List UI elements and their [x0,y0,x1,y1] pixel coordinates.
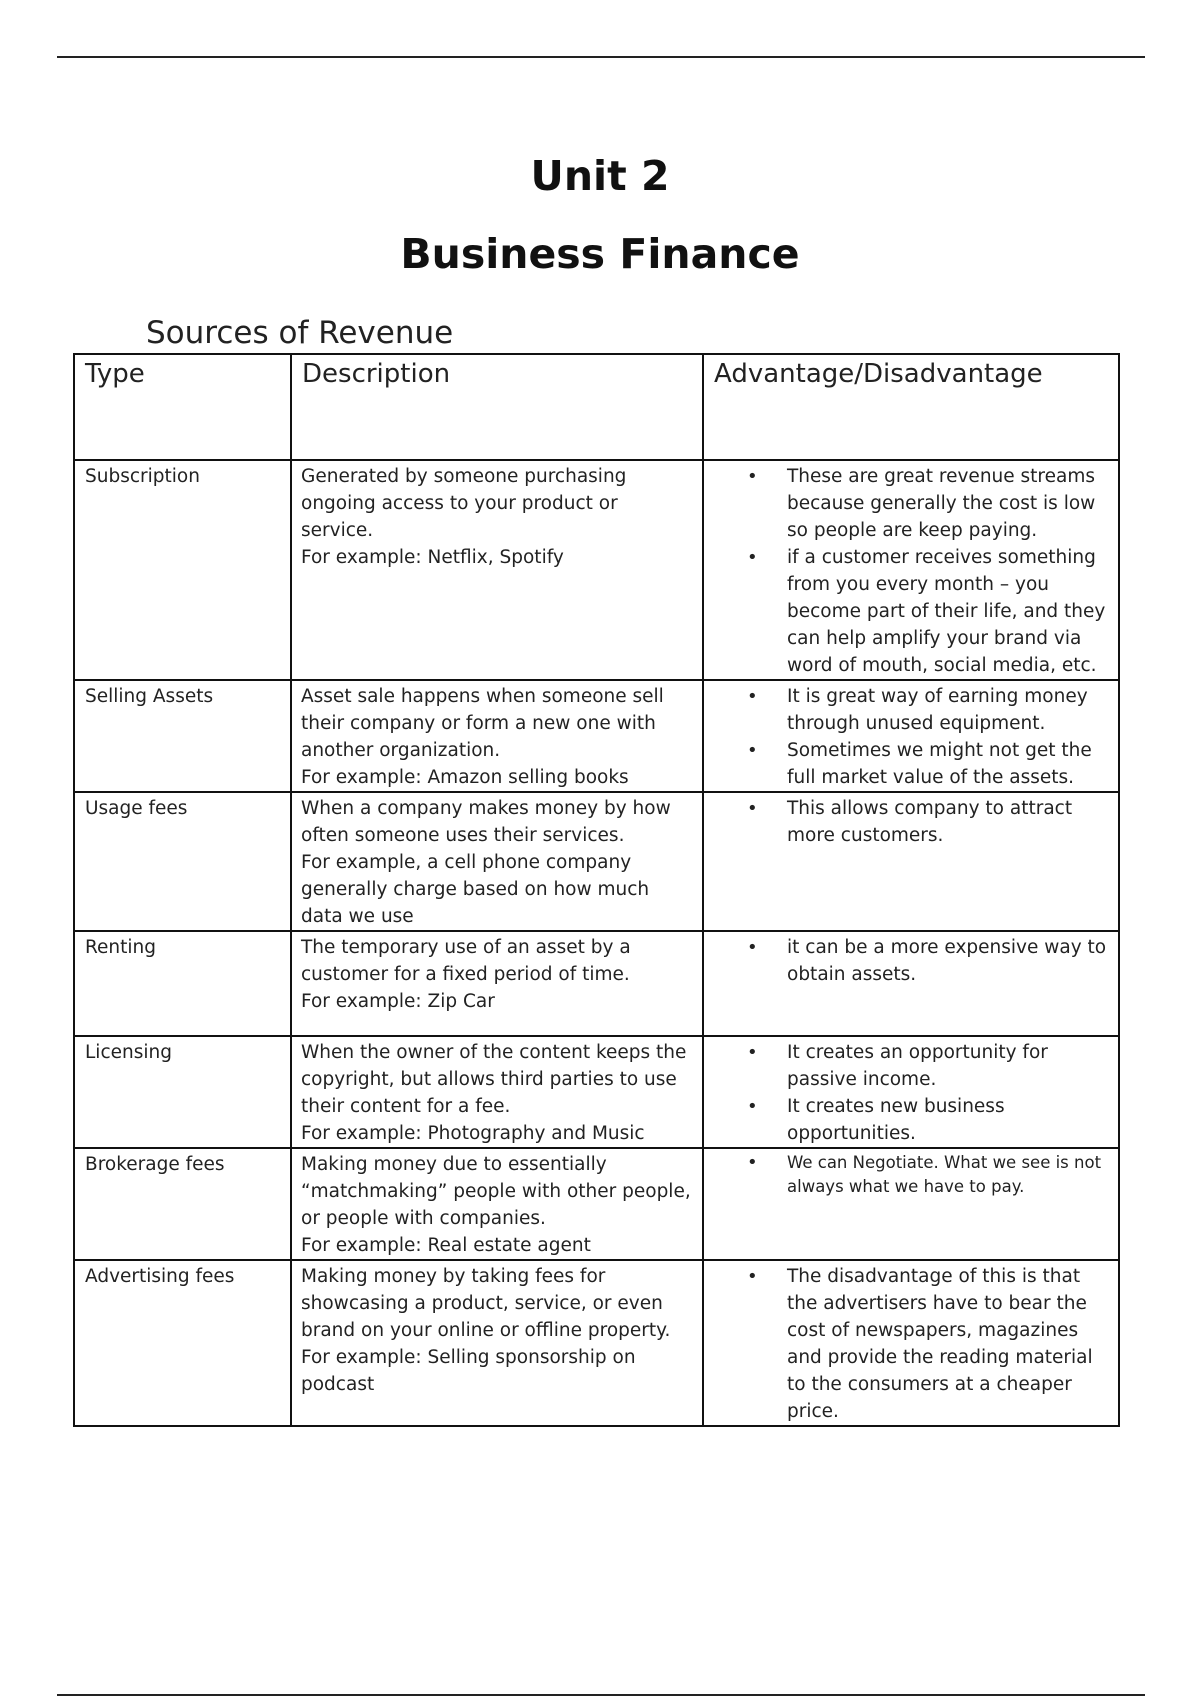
advantage-cell [703,460,1119,680]
advantage-text: Sometimes we might not get the full market value of the assets. [787,740,1092,788]
page-header-rule [57,56,1145,58]
title-subject: Business Finance [400,230,800,278]
bullet-icon: • [747,686,758,707]
row-type: Licensing [85,1042,172,1063]
description-cell [291,460,703,680]
advantage-list [704,932,1118,988]
description-example: For example: Photography and Music [301,1123,645,1144]
title-unit: Unit 2 [530,152,670,200]
type-cell [74,931,291,1036]
revenue-sources-table [73,353,1120,1427]
advantage-item [704,1039,1110,1093]
table-row [74,1260,1119,1426]
type-cell [74,1036,291,1148]
description-text: Generated by someone purchasing ongoing access to your product or service. [301,466,627,541]
bullet-icon: • [747,798,758,819]
advantage-list [704,681,1118,791]
advantage-list [704,1261,1118,1425]
bullet-icon: • [747,466,758,487]
type-cell [74,792,291,931]
bullet-icon: • [747,1266,758,1287]
row-type: Advertising fees [85,1266,235,1287]
description-text: The temporary use of an asset by a customer for a fixed period of time. [301,937,631,985]
header-description: Description [302,359,451,389]
row-description [292,1037,702,1147]
description-cell [291,1148,703,1260]
type-cell [74,460,291,680]
row-type: Selling Assets [85,686,214,707]
advantage-cell [703,931,1119,1036]
header-type: Type [85,359,145,389]
description-example: For example: Real estate agent [301,1235,591,1256]
type-cell [74,680,291,792]
header-cell-description [291,354,703,460]
advantage-item [704,1263,1110,1425]
description-text: When a company makes money by how often someone uses their services. [301,798,671,846]
advantage-text: The disadvantage of this is that the advertisers have to bear the cost of newspapers, magazines and provide the reading material to the consumers at a cheaper price. [787,1266,1093,1422]
row-description [292,461,702,571]
advantage-item [704,737,1110,791]
advantage-cell [703,680,1119,792]
description-text: Asset sale happens when someone sell their company or form a new one with another organization. [301,686,664,761]
description-cell [291,1260,703,1426]
table-row [74,1148,1119,1260]
advantage-item [704,934,1110,988]
row-type: Renting [85,937,156,958]
description-cell [291,680,703,792]
bullet-icon: • [747,1152,758,1173]
advantage-text: if a customer receives something from you every month – you become part of their life, and they can help amplify your brand via word of mouth, social media, etc. [787,547,1106,676]
row-description [292,1149,702,1259]
advantage-cell [703,1036,1119,1148]
advantage-text: It is great way of earning money through unused equipment. [787,686,1088,734]
type-cell [74,1260,291,1426]
description-example: For example: Zip Car [301,991,495,1012]
header-cell-type [74,354,291,460]
bullet-icon: • [747,740,758,761]
row-type: Subscription [85,466,200,487]
advantage-item [704,683,1110,737]
advantage-list [704,461,1118,679]
advantage-item [704,463,1110,544]
advantage-text: These are great revenue streams because generally the cost is low so people are keep paying. [787,466,1096,541]
page-footer-rule [57,1694,1145,1696]
table-row [74,931,1119,1036]
bullet-icon: • [747,1096,758,1117]
bullet-icon: • [747,547,758,568]
advantage-text: We can Negotiate. What we see is not always what we have to pay. [787,1153,1102,1196]
advantage-list [704,1037,1118,1147]
advantage-text: It creates new business opportunities. [787,1096,1005,1144]
row-description [292,932,702,1015]
row-description [292,793,702,930]
bullet-icon: • [747,1042,758,1063]
row-type: Brokerage fees [85,1154,225,1175]
description-text: When the owner of the content keeps the copyright, but allows third parties to use their content for a fee. [301,1042,687,1117]
description-cell [291,1036,703,1148]
description-text: Making money due to essentially “matchmaking” people with other people, or people with companies. [301,1154,691,1229]
advantage-text: It creates an opportunity for passive income. [787,1042,1048,1090]
advantage-cell [703,792,1119,931]
document-title [0,148,1200,282]
description-example: For example, a cell phone company generally charge based on how much data we use [301,852,650,927]
section-heading: Sources of Revenue [146,315,454,351]
table-row [74,460,1119,680]
description-example: For example: Amazon selling books [301,767,629,788]
type-cell [74,1148,291,1260]
description-example: For example: Selling sponsorship on podcast [301,1347,636,1395]
row-description [292,1261,702,1398]
advantage-item [704,1093,1110,1147]
advantage-text: it can be a more expensive way to obtain assets. [787,937,1107,985]
description-cell [291,792,703,931]
table-header-row [74,354,1119,460]
advantage-list [704,793,1118,849]
table-row [74,680,1119,792]
advantage-cell [703,1260,1119,1426]
row-type: Usage fees [85,798,188,819]
description-text: Making money by taking fees for showcasing a product, service, or even brand on your online or offline property. [301,1266,671,1341]
row-description [292,681,702,791]
table-row [74,1036,1119,1148]
table-row [74,792,1119,931]
advantage-list [704,1149,1118,1199]
header-advantage: Advantage/Disadvantage [714,359,1043,389]
header-cell-advantage [703,354,1119,460]
description-cell [291,931,703,1036]
advantage-cell [703,1148,1119,1260]
description-example: For example: Netflix, Spotify [301,547,564,568]
advantage-item [704,795,1110,849]
advantage-item [704,544,1110,679]
advantage-text: This allows company to attract more customers. [787,798,1073,846]
bullet-icon: • [747,937,758,958]
advantage-item [704,1151,1110,1199]
